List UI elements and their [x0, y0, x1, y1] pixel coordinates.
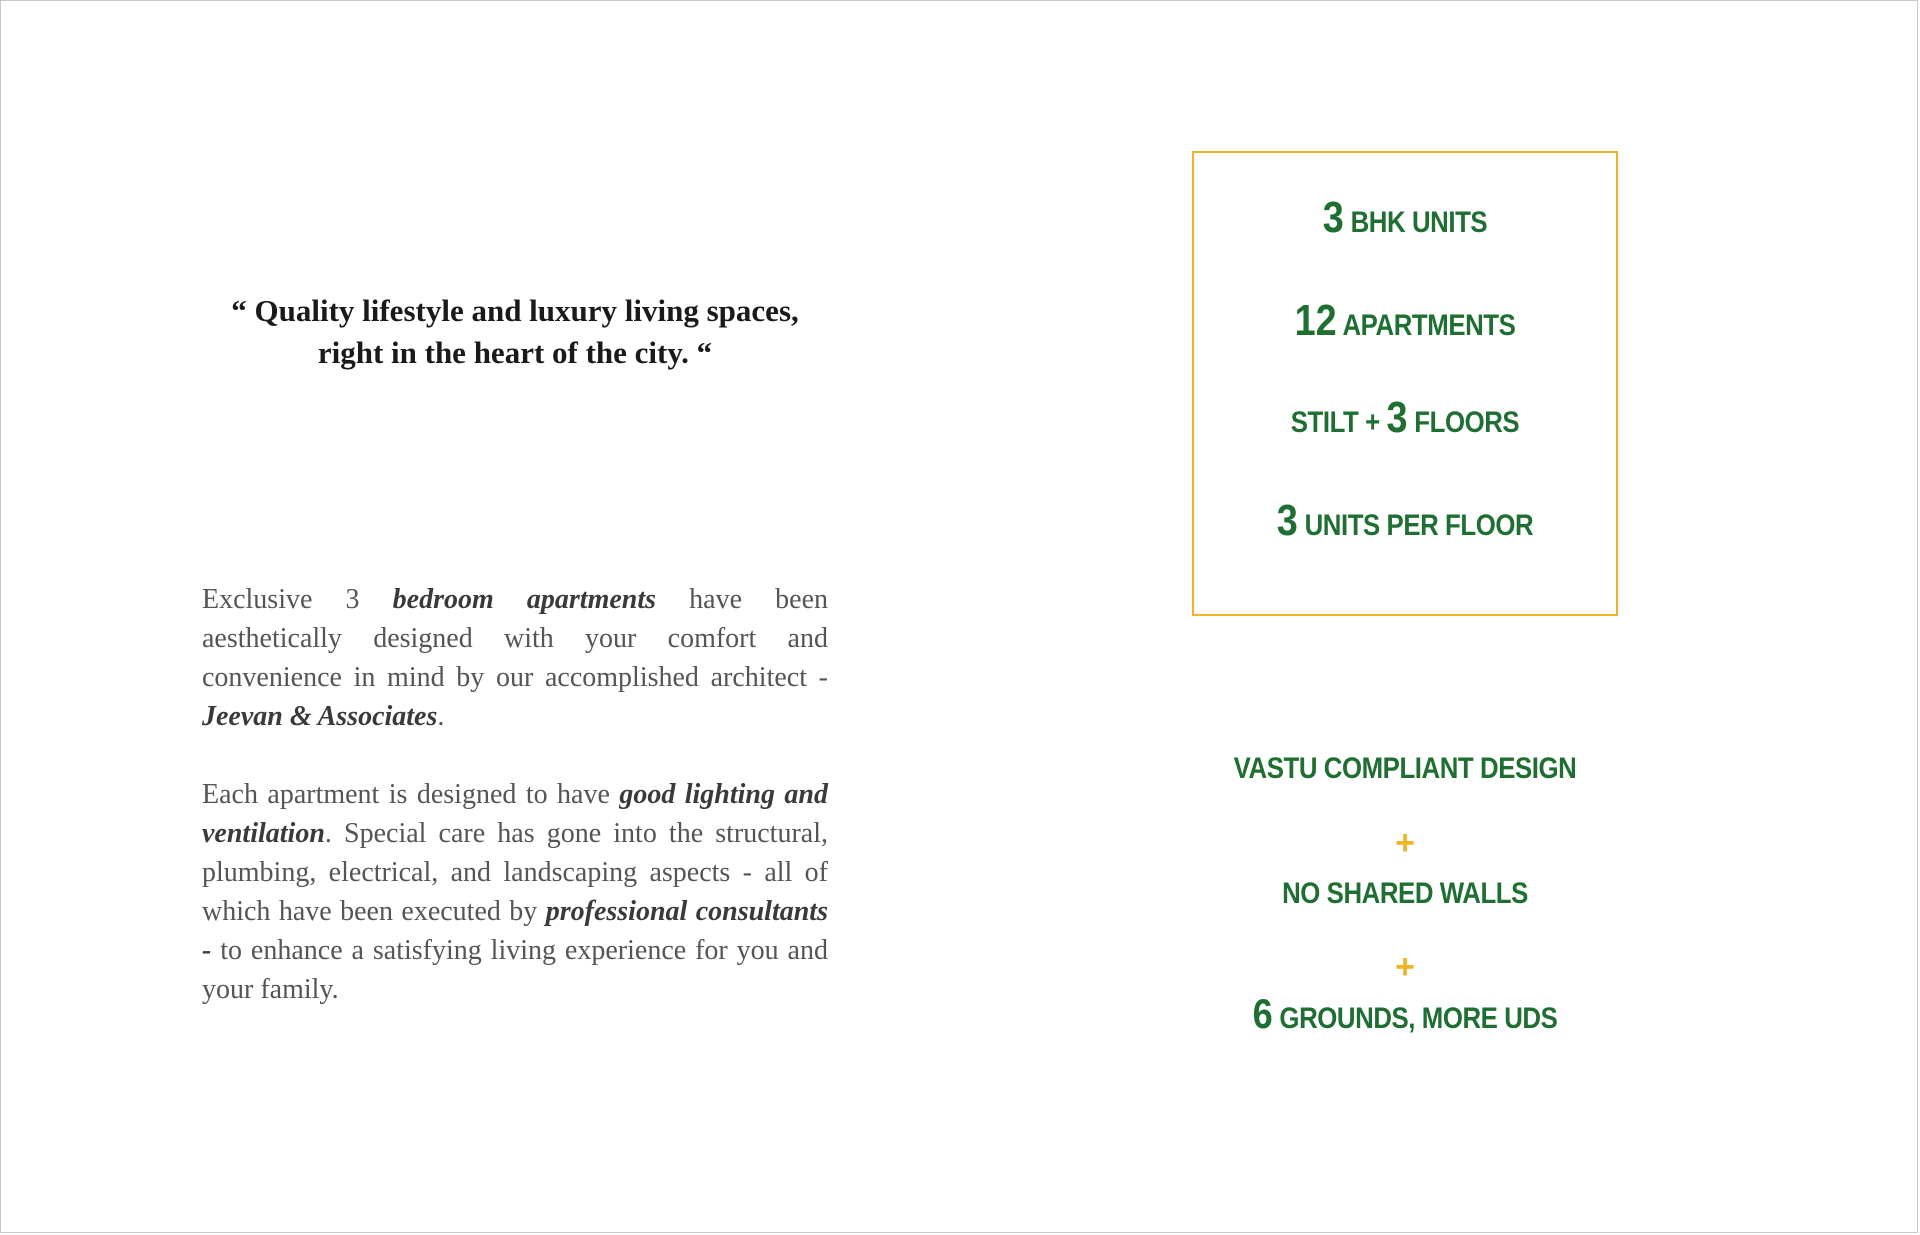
intro-emphasis-bedrooms: bedroom apartments [392, 584, 657, 615]
stat-number: 3 [1386, 393, 1408, 442]
quote-line-2: right in the heart of the city. “ [317, 335, 713, 370]
stat-units-per-floor [1224, 496, 1587, 546]
stat-label: UNITS PER FLOOR [1297, 509, 1534, 542]
project-stats-box [1192, 151, 1618, 616]
design-emphasis-lighting: good lighting and ventilation [202, 779, 828, 849]
stat-number: 12 [1294, 296, 1337, 345]
design-text-1: Each apartment is designed to have [202, 779, 620, 810]
stat-bhk-units [1224, 193, 1587, 243]
intro-text-1: Exclusive 3 [202, 584, 393, 615]
plus-separator-2: + [1395, 948, 1415, 986]
feature-vastu: VASTU COMPLIANT DESIGN [1233, 752, 1577, 785]
design-emphasis-consultants: professional consultants - [202, 896, 828, 966]
feature-grounds-label: GROUNDS, MORE UDS [1272, 1002, 1558, 1035]
feature-grounds [1233, 990, 1577, 1038]
intro-text-3: . [437, 701, 445, 732]
design-paragraph [202, 775, 828, 1009]
feature-grounds-number: 6 [1252, 990, 1273, 1037]
plus-separator-1: + [1395, 824, 1415, 862]
stat-prefix: STILT + [1290, 406, 1387, 439]
stat-number: 3 [1322, 193, 1344, 242]
intro-paragraph [202, 580, 828, 736]
stat-number: 3 [1276, 496, 1298, 545]
stat-floors [1224, 393, 1587, 443]
design-text-3: to enhance a satisfying living experience for you and your family. [202, 935, 828, 1005]
stat-apartments [1224, 296, 1587, 346]
intro-text-2: have been aesthetically designed with your comfort and convenience in mind by our accomplished architect - [202, 584, 828, 693]
design-text-2: . Special care has gone into the structural, plumbing, electrical, and landscaping aspects - all of which have been executed by [202, 818, 828, 927]
stat-label: BHK UNITS [1343, 206, 1488, 239]
feature-no-shared-walls: NO SHARED WALLS [1282, 877, 1528, 910]
tagline-quote [190, 290, 840, 374]
quote-line-1: “ Quality lifestyle and luxury living spaces, [231, 293, 799, 328]
stat-label: APARTMENTS [1336, 309, 1516, 342]
stat-label: FLOORS [1407, 406, 1520, 439]
architect-name: Jeevan & Associates [202, 701, 438, 732]
